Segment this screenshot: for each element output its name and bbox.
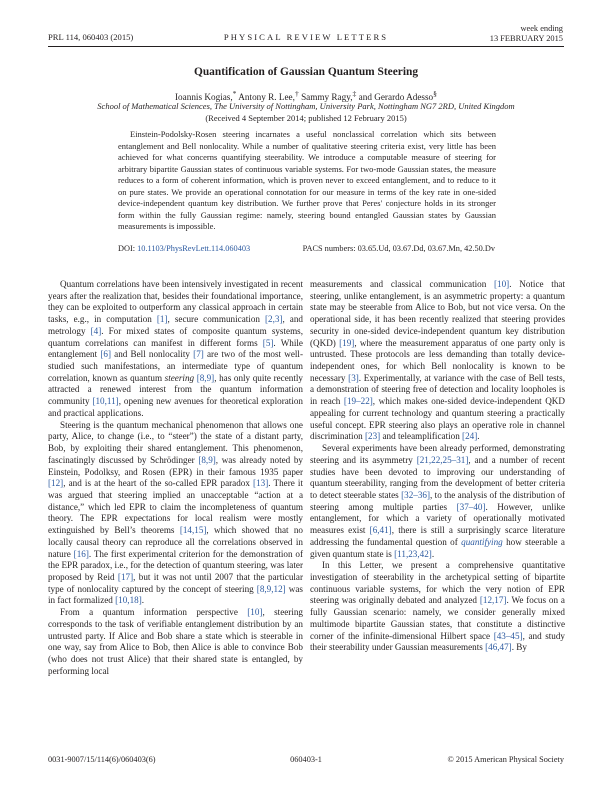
body-paragraph: From a quantum information perspective [10], steering corresponds to the task of verifiable entanglement distribution by an untrusted party. If Alice and Bob share a state which is steerable in one way, say from Alice to Bob, then Alice is able to convince Bob (who does not trust Alice) that their shared state is entangled, by performing local <box>48 607 303 676</box>
citation-link[interactable]: [19–22] <box>343 396 373 407</box>
citation-link[interactable]: [1] <box>156 314 168 325</box>
issue-date <box>490 24 563 43</box>
citation-link[interactable]: [23] <box>365 431 381 442</box>
citation-link[interactable]: [5] <box>262 337 274 348</box>
citation-link[interactable]: [3] <box>348 372 359 383</box>
citation-link[interactable]: [32–36] <box>401 489 430 500</box>
author-footnote-mark[interactable]: ‡ <box>352 89 357 98</box>
journal-name: PHYSICAL REVIEW LETTERS <box>223 32 389 42</box>
pacs-numbers: PACS numbers: 03.65.Ud, 03.67.Dd, 03.67.Mn, 42.50.Dv <box>302 244 495 253</box>
page-number: 060403-1 <box>290 755 322 764</box>
citation-link[interactable]: [24] <box>462 431 478 442</box>
emphasis: steering <box>164 372 195 383</box>
citation-link[interactable]: [2,3] <box>265 314 283 325</box>
citation-link[interactable]: [10] <box>247 607 263 618</box>
citation-link[interactable]: [43–45] <box>493 630 523 641</box>
citation-link[interactable]: [19] <box>339 337 355 348</box>
citation-link[interactable]: [6,41] <box>369 525 392 536</box>
author-affiliation: School of Mathematical Sciences, The University of Nottingham, University Park, Nottingham NG7 2RD, United Kingdom <box>97 101 515 111</box>
doi-line <box>118 244 250 253</box>
citation-link[interactable]: [8,9] <box>196 372 215 383</box>
doi-link[interactable]: 10.1103/PhysRevLett.114.060403 <box>137 244 251 253</box>
abstract: Einstein-Podolsky-Rosen steering incarnates a useful nonclassical correlation which sits between entanglement and Bell nonlocality. While a number of qualitative steering criteria exist, very little has been achieved for what concerns quantifying steerability. We introduce a computable measure of steering for arbitrary bipartite Gaussian states of continuous variable systems. For two-mode Gaussian states, the measure reduces to a form of coherent information, which is proven never to exceed entanglement, and to reduce to it on pure states. We provide an operational connotation for our measure in terms of the key rate in one-sided device-independent quantum key distribution. We further prove that Peres' conjecture holds in its stronger form within the fully Gaussian regime: namely, steering bound entangled Gaussian states by Gaussian measurements is impossible. <box>118 129 496 231</box>
citation-link[interactable]: [7] <box>193 349 204 360</box>
author-name: and Gerardo Adesso <box>356 92 434 103</box>
citation-link[interactable]: [12] <box>48 478 64 489</box>
citation-link[interactable]: [10,18] <box>115 595 142 606</box>
author-name: Antony R. Lee, <box>236 92 295 103</box>
author-name: Ioannis Kogias, <box>175 92 233 103</box>
body-paragraph: Quantum correlations have been intensively investigated in recent years after the realization that, besides their foundational importance, they can be exploited to outperform any classical approach in certain tasks, e.g., in computation [1], secure communication [2,3], and metrology [4]. For mixed states of composite quantum systems, quantum correlations can manifest in different forms [5]. While entanglement [6] and Bell nonlocality [7] are two of the most well-studied such manifestations, an intermediate type of quantum correlation, known as quantum steering [8,9], has only quite recently attracted a renewed interest from the quantum information community [10,11], opening new avenues for theoretical exploration and practical applications. <box>48 279 304 418</box>
citation-link[interactable]: [6] <box>100 349 111 360</box>
journal-citation: PRL 114, 060403 (2015) <box>48 32 134 42</box>
body-paragraph: Steering is the quantum mechanical phenomenon that allows one party, Alice, to change (i.e., to “steer”) the state of a distant party, Bob, by exploiting their shared entanglement. This phenomenon, fascinatingly discussed by Schrödinger [8,9], was already noted by Einstein, Podolksy, and Rosen (EPR) in their famous 1935 paper [12], and is at the heart of the so-called EPR paradox [13]. There it was argued that steering implied an unacceptable “action at a distance,” which led EPR to claim the incompleteness of quantum theory. The EPR expectations for local realism were mostly extinguished by Bell’s theorems [14,15], which showed that no locally causal theory can reproduce all the correlations observed in nature [16]. The first experimental criterion for the demonstration of the EPR paradox, i.e., for the detection of quantum steering, was later proposed by Reid [17], but it was not until 2007 that the particular type of nonlocality captured by the concept of steering [8,9,12] was in fact formalized [10,18]. <box>48 419 304 606</box>
citation-link[interactable]: [46,47] <box>485 642 512 653</box>
citation-link[interactable]: [10,11] <box>92 396 119 407</box>
citation-link[interactable]: [10] <box>494 279 510 289</box>
week-ending-date: 13 FEBRUARY 2015 <box>489 33 563 43</box>
body-paragraph: measurements and classical communication [10]. Notice that steering, unlike entanglement, is an asymmetric property: a quantum state may be steerable from Alice to Bob, but not vice versa. On the operational side, it has been recently realized that steering provides security in one-sided device-independent quantum key distribution (QKD) [19], where the measurement apparatus of one party only is untrusted. These protocols are less demanding than totally device-independent ones, for which Bell nonlocality is known to be necessary [3]. Experimentally, at variance with the case of Bell tests, a demonstration of steering free of detection and locality loopholes is in reach [19–22], which makes one-sided device-independent QKD appealing for current technology and quantum steering a practically useful concept. EPR steering also plays an operative role in channel discrimination [23] and teleamplification [24]. <box>310 279 566 442</box>
body-column-right <box>310 279 565 654</box>
body-column-left <box>48 279 303 677</box>
citation-link[interactable]: [4] <box>90 325 102 336</box>
article-title: Quantification of Gaussian Quantum Steering <box>193 66 419 78</box>
citation-link[interactable]: [14,15] <box>179 525 207 536</box>
body-paragraph: Several experiments have been already performed, demonstrating steering and its asymmetry [21,22,25–31], and a number of recent studies have been devoted to improving our understanding of quantum steerability, ranging from the development of better criteria to detect steerable states [32–36], to the analysis of the distribution of steering among multiple parties [37–40]. However, unlike entanglement, for which a variety of operationally motivated measures exist [6,41], there is still a surprisingly scarce literature addressing the fundamental question of quantifying how steerable a given quantum state is [11,23,42]. <box>310 443 566 559</box>
citation-link[interactable]: [21,22,25–31] <box>416 454 469 465</box>
received-dates: (Received 4 September 2014; published 12 February 2015) <box>205 113 407 123</box>
citation-link[interactable]: [12,17] <box>479 595 507 606</box>
doi-label: DOI: <box>118 244 138 253</box>
emphasis-link[interactable]: quantifying <box>461 536 503 547</box>
citation-link[interactable]: [16] <box>73 548 89 559</box>
week-ending-label: week ending <box>520 24 563 33</box>
author-footnote-mark[interactable]: * <box>232 89 237 98</box>
body-paragraph: In this Letter, we present a comprehensive quantitative investigation of steerability in the archetypical setting of bipartite continuous variable systems, for which the very notion of EPR steering was originally debated and analyzed [12,17]. We focus on a fully Gaussian scenario: namely, we consider generally mixed multimode bipartite Gaussian states, that constitute a distinctive corner of the infinite-dimensional Hilbert space [43–45], and study their steerability under Gaussian measurements [46,47]. By <box>310 560 565 653</box>
citation-link[interactable]: [11,23,42] <box>394 548 432 559</box>
citation-link[interactable]: [8,9] <box>198 454 216 465</box>
citation-link[interactable]: [37–40] <box>456 501 486 512</box>
author-name: Sammy Ragy, <box>298 92 353 103</box>
citation-link[interactable]: [8,9,12] <box>256 583 286 594</box>
author-footnote-mark[interactable]: † <box>294 89 299 98</box>
footer-issn: 0031-9007/15/114(6)/060403(6) <box>48 755 156 764</box>
header-rule <box>48 46 564 47</box>
citation-link[interactable]: [13] <box>253 478 269 489</box>
copyright: © 2015 American Physical Society <box>447 755 564 764</box>
citation-link[interactable]: [17] <box>117 571 134 582</box>
author-footnote-mark[interactable]: § <box>433 89 437 98</box>
